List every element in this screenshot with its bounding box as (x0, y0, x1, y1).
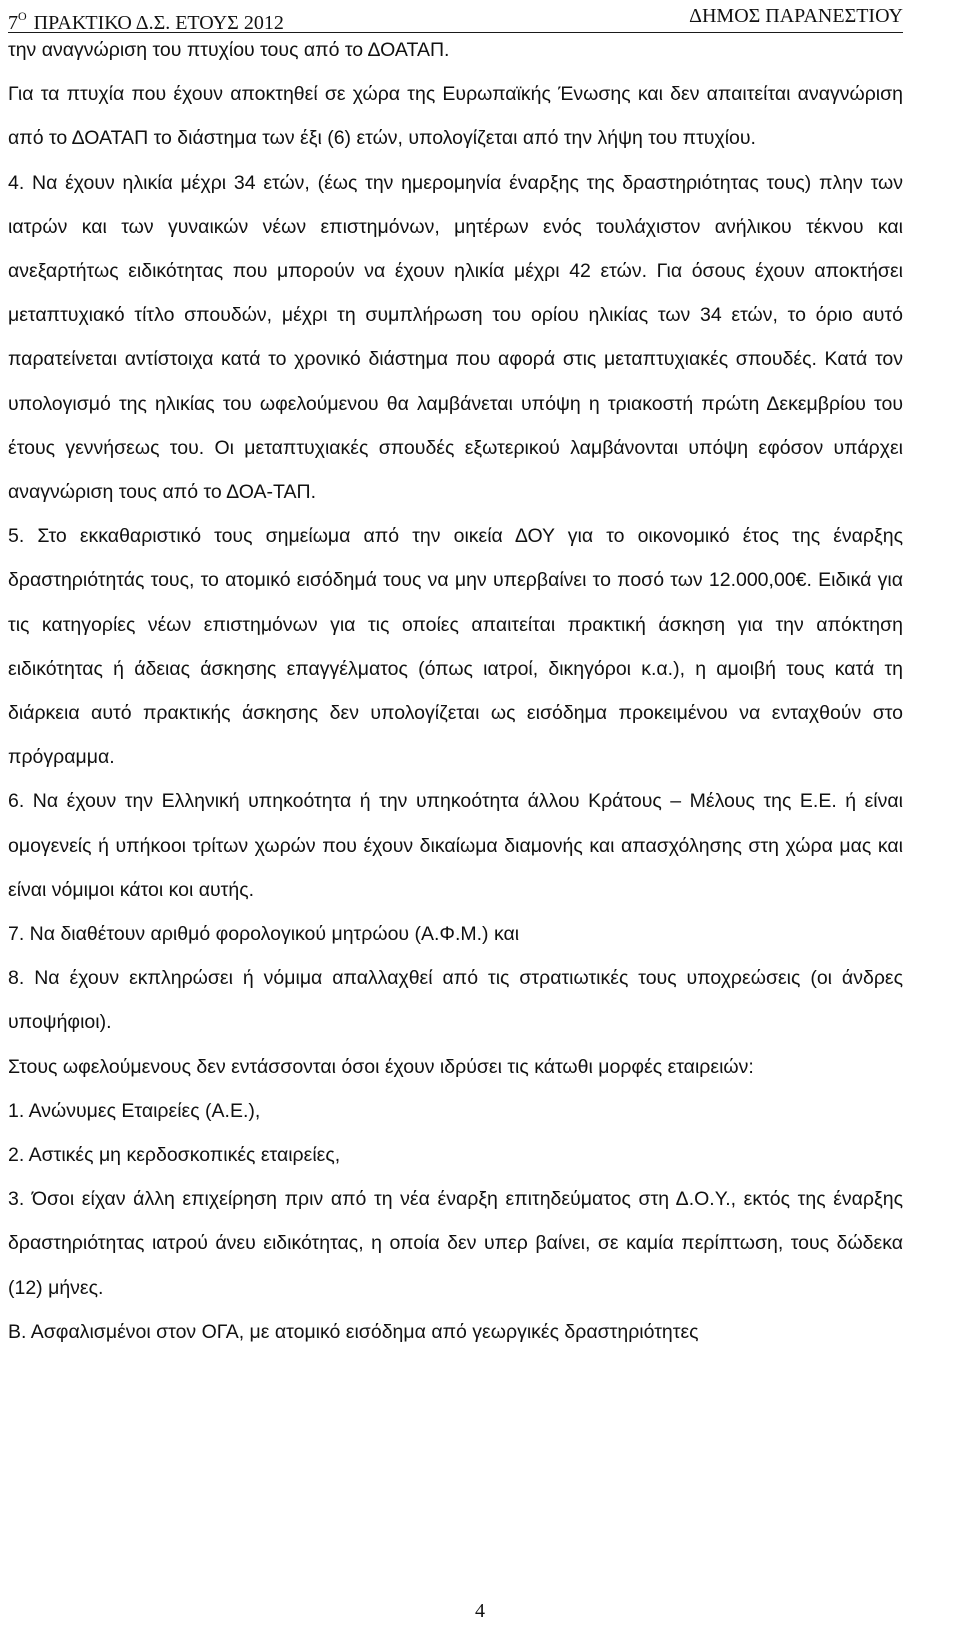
paragraph-item-4-age: 4. Να έχουν ηλικία μέχρι 34 ετών, (έως την ημερομηνία έναρξης της δραστηριότητας τους) πλην των ιατρών και των γυναικών νέων επιστημόνων, μητέρων ενός τουλάχιστον ανήλικου τέκνου και ανεξαρτήτως ειδικότητας που μπορούν να έχουν ηλικία μέχρι 42 ετών. Για όσους έχουν αποκτήσει μεταπτυχιακό τίτλο σπουδών, μέχρι τη συμπλήρωση του ορίου ηλικίας των 34 ετών, το όριο αυτό παρατείνεται αντίστοιχα κατά το χρονικό διάστημα που αφορά στις μεταπτυχιακές σπουδές. Κατά τον υπολογισμό της ηλικίας του ωφελούμενου θα λαμβάνεται υπόψη η τριακοστή πρώτη Δεκεμβρίου του έτους γεννήσεως του. Οι μεταπτυχιακές σπουδές εξωτερικού λαμβάνονται υπόψη εφόσον υπάρχει αναγνώριση τους από το ΔΟΑ-ΤΑΠ. (8, 171, 903, 504)
header-ordinal-superscript: Ο (18, 9, 27, 23)
paragraph-eu-degrees: Για τα πτυχία που έχουν αποκτηθεί σε χώρα της Ευρωπαϊκής Ένωσης και δεν απαιτείται αναγνώριση από το ΔΟΑΤΑΠ το διάστημα των έξι (6) ετών, υπολογίζεται από την λήψη του πτυχίου. (8, 83, 903, 150)
header-municipality: ΔΗΜΟΣ ΠΑΡΑΝΕΣΤΙΟΥ (689, 5, 903, 27)
document-body (8, 28, 903, 1354)
paragraph-exclusion-2: 2. Αστικές μη κερδοσκοπικές εταιρείες, (8, 1144, 341, 1167)
paragraph-doatap-continuation: την αναγνώριση του πτυχίου τους από το ΔΟΑΤΑΠ. (8, 39, 450, 61)
paragraph-item-8-military: 8. Να έχουν εκπληρώσει ή νόμιμα απαλλαχθεί από τις στρατιωτικές τους υποχρεώσεις (οι άνδρες υποψήφιοι). (8, 967, 903, 1034)
paragraph-item-7-afm: 7. Να διαθέτουν αριθμό φορολογικού μητρώου (Α.Φ.Μ.) και (8, 923, 520, 946)
header-minutes-number: 7 (8, 12, 18, 34)
paragraph-exclusions-intro: Στους ωφελούμενους δεν εντάσσονται όσοι έχουν ιδρύσει τις κάτωθι μορφές εταιρειών: (8, 1055, 754, 1078)
paragraph-section-b: Β. Ασφαλισμένοι στον ΟΓΑ, με ατομικό εισόδημα από γεωργικές δραστηριότητες (8, 1320, 699, 1343)
paragraph-exclusion-3: 3. Όσοι είχαν άλλη επιχείρηση πριν από τη νέα έναρξη επιτηδεύματος στη Δ.Ο.Υ., εκτός της έναρξης δραστηριότητας ιατρού άνευ ειδικότητας, η οποία δεν υπερ βαίνει, σε καμία περίπτωση, τους δώδεκα (12) μήνες. (8, 1188, 903, 1299)
paragraph-exclusion-1: 1. Ανώνυμες Εταιρείες (Α.Ε.), (8, 1099, 261, 1122)
paragraph-item-5-income: 5. Στο εκκαθαριστικό τους σημείωμα από την οικεία ΔΟΥ για το οικονομικό έτος της έναρξης δραστηριότητάς τους, το ατομικό εισόδημά τους να μην υπερβαίνει το ποσό των 12.000,00€. Ειδικά για τις κατηγορίες νέων επιστημόνων για τις οποίες απαιτείται πρακτική άσκηση για την απόκτηση ειδικότητας ή άδειας άσκησης επαγγέλματος (όπως ιατροί, δικηγόροι κ.α.), η αμοιβή τους κατά τη διάρκεια αυτό πρακτικής άσκησης δεν υπολογίζεται ως εισόδημα προκειμένου να ενταχθούν στο πρόγραμμα. (8, 525, 903, 769)
header-minutes-text: ΠΡΑΚΤΙΚΟ Δ.Σ. ΕΤΟΥΣ 2012 (33, 12, 284, 34)
page-number: 4 (475, 1600, 485, 1622)
paragraph-item-6-citizenship: 6. Να έχουν την Ελληνική υπηκοότητα ή την υπηκοότητα άλλου Κράτους – Μέλους της Ε.Ε. ή είναι ομογενείς ή υπήκοοι τρίτων χωρών που έχουν δικαίωμα διαμονής και απασχόλησης στη χώρα μας και είναι νόμιμοι κάτοι κοι αυτής. (8, 790, 903, 901)
